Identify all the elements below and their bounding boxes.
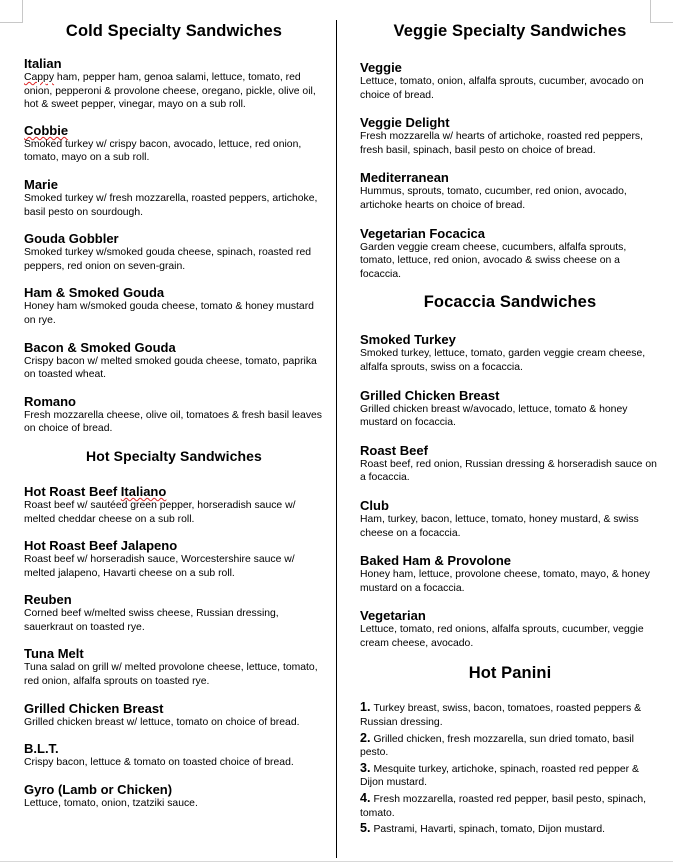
page-bottom-edge <box>0 861 673 862</box>
focaccia-sandwiches-title: Focaccia Sandwiches <box>423 293 597 312</box>
menu-item <box>24 177 324 219</box>
item-name: Baked Ham & Provolone <box>360 553 511 569</box>
item-name: Italian <box>24 56 62 71</box>
menu-item <box>24 782 324 811</box>
item-name: Veggie Delight <box>360 115 450 131</box>
menu-item <box>360 226 660 282</box>
item-name: Veggie <box>360 60 402 75</box>
menu-item <box>24 538 324 580</box>
item-name: Tuna Melt <box>24 646 84 662</box>
panini-number: 5. <box>360 821 371 836</box>
menu-item <box>360 170 660 212</box>
item-desc <box>24 71 324 112</box>
item-desc: Smoked turkey, lettuce, tomato, garden veggie cream cheese, alfalfa sprouts, swiss on a focaccia. <box>360 348 646 373</box>
hot-sandwiches-title: Hot Specialty Sandwiches <box>86 447 262 464</box>
item-name-text: Hot Roast Beef <box>24 483 121 499</box>
right-column <box>360 22 660 839</box>
item-name: Hot Roast Beef Jalapeno <box>24 538 178 554</box>
menu-item <box>24 592 324 634</box>
item-name: Smoked Turkey <box>360 332 456 348</box>
item-name: Gyro (Lamb or Chicken) <box>24 781 173 797</box>
item-desc: Lettuce, tomato, red onions, alfalfa sprouts, cucumber, veggie cream cheese, avocado. <box>360 624 644 649</box>
item-desc: Crispy bacon w/ melted smoked gouda cheese, tomato, paprika on toasted wheat. <box>24 355 317 381</box>
page-corner-mark-right <box>650 0 673 23</box>
item-name: Gouda Gobbler <box>24 231 119 247</box>
menu-item <box>360 553 660 595</box>
hot-panini-title: Hot Panini <box>468 664 552 683</box>
item-desc-text: ham, pepper ham, genoa salami, lettuce, tomato, red onion, pepperoni & provolone cheese, oregano, pickle, olive oil, hot & sweet pepper, vinegar, mayo on a sub roll. <box>24 72 316 111</box>
item-name: Club <box>360 497 389 513</box>
menu-item <box>24 231 324 273</box>
item-desc: Fresh mozzarella w/ hearts of artichoke, roasted red peppers, fresh basil, spinach, basil pesto on choice of bread. <box>360 131 643 156</box>
item-desc: Tuna salad on grill w/ melted provolone cheese, lettuce, tomato, red onion, alfalfa sprouts on toasted rye. <box>24 662 318 688</box>
menu-item <box>24 56 324 112</box>
item-desc: Lettuce, tomato, onion, alfalfa sprouts, cucumber, avocado on choice of bread. <box>360 76 644 101</box>
item-desc: Honey ham w/smoked gouda cheese, tomato & honey mustard on rye. <box>24 301 314 326</box>
menu-item <box>24 123 324 165</box>
menu-item <box>360 388 660 430</box>
item-name <box>24 484 324 499</box>
menu-item <box>360 443 660 485</box>
panini-number: 4. <box>360 791 371 806</box>
menu-item <box>24 285 324 327</box>
item-name: Ham & Smoked Gouda <box>24 285 165 301</box>
menu-item <box>24 484 324 526</box>
item-name: Grilled Chicken Breast <box>24 700 164 716</box>
item-name: Grilled Chicken Breast <box>360 387 500 403</box>
panini-item <box>360 792 660 820</box>
item-desc: Roast beef w/ horseradish sauce, Worcestershire sauce w/ melted jalapeno, Havarti cheese on a sub roll. <box>24 554 295 579</box>
item-name: Romano <box>24 393 76 409</box>
item-desc: Corned beef w/melted swiss cheese, Russian dressing, sauerkraut on toasted rye. <box>24 608 279 633</box>
menu-item <box>360 115 660 157</box>
panini-text: Mesquite turkey, artichoke, spinach, roasted red pepper & Dijon mustard. <box>360 763 639 789</box>
panini-number: 1. <box>360 700 371 715</box>
cold-sandwiches-title: Cold Specialty Sandwiches <box>65 22 283 40</box>
column-divider <box>336 20 337 858</box>
item-desc: Lettuce, tomato, onion, tzatziki sauce. <box>24 797 198 809</box>
item-name: Mediterranean <box>360 170 449 186</box>
item-name: Bacon & Smoked Gouda <box>24 339 176 355</box>
menu-item <box>24 394 324 436</box>
item-desc: Fresh mozzarella cheese, olive oil, tomatoes & fresh basil leaves on choice of bread. <box>24 409 323 435</box>
item-name: Vegetarian <box>360 608 426 624</box>
menu-item <box>24 741 324 770</box>
item-name: Roast Beef <box>360 442 428 458</box>
item-desc: Smoked turkey w/smoked gouda cheese, spinach, roasted red peppers, red onion on seven-grain. <box>24 247 312 272</box>
panini-item <box>360 732 660 760</box>
panini-text: Grilled chicken, fresh mozzarella, sun dried tomato, basil pesto. <box>360 733 634 759</box>
menu-item <box>360 332 660 374</box>
veggie-sandwiches-title: Veggie Specialty Sandwiches <box>393 22 627 40</box>
panini-item <box>360 762 660 790</box>
item-name: B.L.T. <box>24 741 59 757</box>
spellcheck-word: Cappy <box>24 72 55 83</box>
panini-item <box>360 822 660 837</box>
menu-item <box>360 608 660 650</box>
menu-item <box>24 340 324 382</box>
item-desc: Garden veggie cream cheese, cucumbers, alfalfa sprouts, tomato, lettuce, red onion, avocado & swiss cheese on a focaccia. <box>360 241 627 280</box>
item-desc: Honey ham, lettuce, provolone cheese, tomato, mayo, & honey mustard on a focaccia. <box>360 569 650 594</box>
item-name: Cobbie <box>24 122 69 138</box>
item-desc: Crispy bacon, lettuce & tomato on toasted choice of bread. <box>24 757 294 769</box>
item-desc: Smoked turkey w/ crispy bacon, avocado, lettuce, red onion, tomato, mayo on a sub roll. <box>24 138 302 164</box>
item-desc: Roast beef w/ sautéed green pepper, horseradish sauce w/ melted cheddar cheese on a sub roll. <box>24 499 296 525</box>
menu-item <box>360 60 660 102</box>
menu-item <box>24 646 324 688</box>
item-desc: Hummus, sprouts, tomato, cucumber, red onion, avocado, artichoke hearts on choice of bread. <box>360 186 627 211</box>
panini-text: Fresh mozzarella, roasted red pepper, basil pesto, spinach, tomato. <box>360 794 647 819</box>
panini-text: Turkey breast, swiss, bacon, tomatoes, roasted peppers & Russian dressing. <box>360 703 642 729</box>
item-desc: Grilled chicken breast w/ lettuce, tomato on choice of bread. <box>24 716 300 728</box>
panini-item <box>360 701 660 729</box>
panini-list <box>360 701 660 836</box>
panini-text: Pastrami, Havarti, spinach, tomato, Dijon mustard. <box>373 824 606 836</box>
item-desc: Grilled chicken breast w/avocado, lettuce, tomato & honey mustard on focaccia. <box>360 403 628 429</box>
left-column <box>24 22 324 810</box>
item-desc: Roast beef, red onion, Russian dressing & horseradish sauce on a focaccia. <box>360 458 657 484</box>
menu-item <box>360 498 660 540</box>
panini-number: 2. <box>360 730 371 745</box>
item-desc: Smoked turkey w/ fresh mozzarella, roasted peppers, artichoke, basil pesto on sourdough. <box>24 192 318 218</box>
item-name: Vegetarian Focacica <box>360 225 486 241</box>
item-name: Marie <box>24 176 58 192</box>
panini-number: 3. <box>360 760 371 775</box>
page-corner-mark-left <box>0 0 23 23</box>
menu-item <box>24 701 324 730</box>
item-name: Reuben <box>24 592 72 608</box>
item-desc: Ham, turkey, bacon, lettuce, tomato, honey mustard, & swiss cheese on a focaccia. <box>360 513 639 539</box>
spellcheck-word: Italiano <box>120 483 167 499</box>
